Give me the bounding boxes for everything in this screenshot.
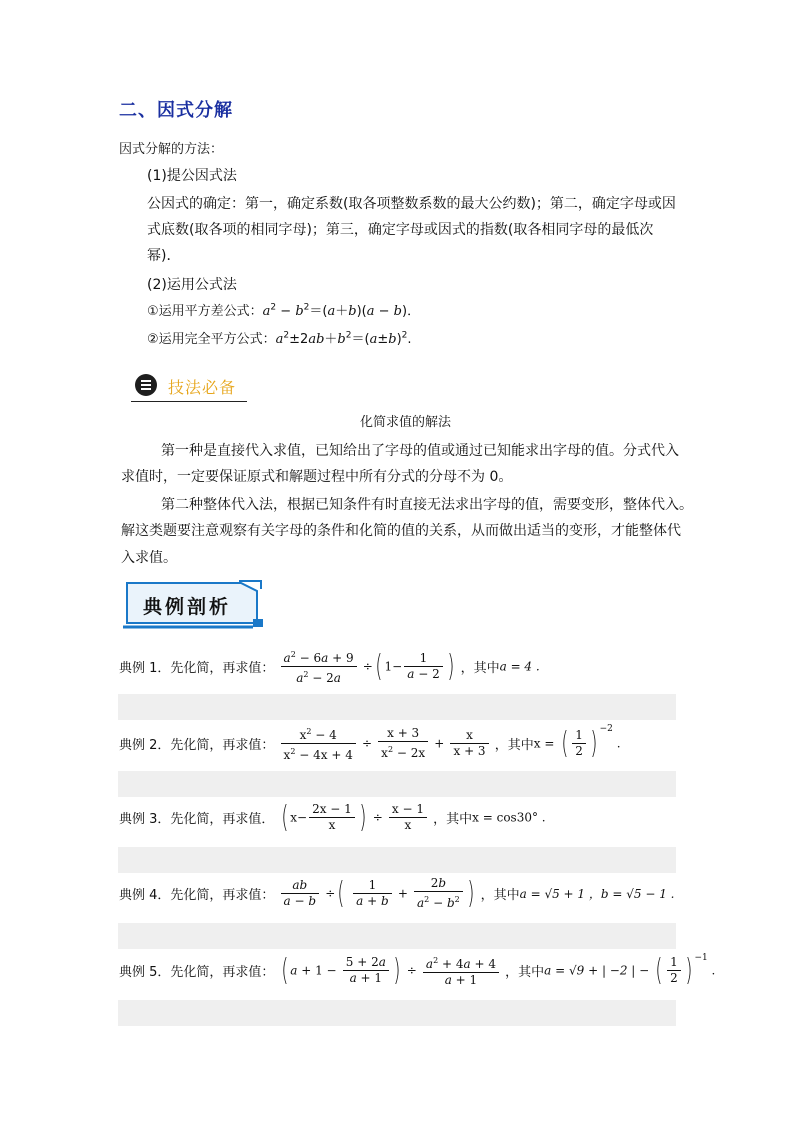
book-icon <box>135 374 157 396</box>
method-item-1: (1)提公因式法 <box>147 168 237 184</box>
example-1: 典例 1．先化简，再求值： $\frac{a^2 - 6a + 9}{a^2 - 2a}$ ÷( 1− $\frac{1}{a - 2}$ ) ，其中a = 4 . <box>119 648 540 685</box>
skill-header <box>131 370 247 402</box>
answer-area <box>118 694 676 720</box>
article-paragraph: 第一种是直接代入求值，已知给出了字母的值或通过已知能求出字母的值。分式代入 <box>161 443 679 459</box>
method-item-2: (2)运用公式法 <box>147 277 237 293</box>
method-item-1-desc: 公因式的确定：第一，确定系数(取各项整数系数的最大公约数)；第二，确定字母或因 <box>147 196 676 212</box>
method-item-1-desc: 幂)． <box>147 248 181 264</box>
article-paragraph: 第二种整体代入法，根据已知条件有时直接无法求出字母的值，需要变形，整体代入。 <box>161 497 693 513</box>
formula-perfect-square: ②运用完全平方公式：$a^2\pm 2ab+b^2=(a\pm b)^2$. <box>147 330 412 347</box>
example-3: 典例 3．先化简，再求值． ( x− $\frac{2x - 1}{x}$ ) ÷ $\frac{x - 1}{x}$ ，其中x = cos30° . <box>119 799 546 835</box>
answer-area <box>118 1000 676 1026</box>
method-item-1-desc: 式底数(取各项的相同字母)；第三，确定字母或因式的指数(取各相同字母的最低次 <box>147 222 654 238</box>
article-paragraph: 解这类题要注意观察有关字母的条件和化简的值的关系，从而做出适当的变形，才能整体代 <box>121 523 681 539</box>
article-title: 化简求值的解法 <box>360 415 452 430</box>
examples-banner <box>121 579 265 631</box>
section-title: 二、因式分解 <box>119 100 233 121</box>
example-4: 典例 4．先化简，再求值： $\frac{ab}{a - b}$ ÷( $\frac{1}{a + b}$ + $\frac{2b}{a^2 - b^2}$ ) ，其中a = √5 + 1 ，b = √5 − 1 . <box>119 875 675 911</box>
answer-area <box>118 923 676 949</box>
example-5: 典例 5．先化简，再求值： ( a + 1 − $\frac{5 + 2a}{a + 1}$ ) ÷ $\frac{a^2 + 4a + 4}{a + 1}$ ，其中a = √9 + | −2 | − ( $\frac{1}{2}$ ) $^{-1}$ . <box>119 952 716 988</box>
formula-difference-of-squares: ①运用平方差公式：$a^2 - b^2=(a+b)(a - b)$． <box>147 302 421 319</box>
example-2: 典例 2．先化简，再求值： $\frac{x^2 - 4}{x^2 - 4x + 4}$ ÷ $\frac{x + 3}{x^2 - 2x}$ + $\frac{x}{x + 3}$ ，其中x = ( $\frac{1}{2}$ ) $^{-2}$ . <box>119 724 621 762</box>
method-heading: 因式分解的方法： <box>119 142 224 157</box>
answer-area <box>118 847 676 873</box>
answer-area <box>118 771 676 797</box>
article-paragraph: 入求值。 <box>121 550 177 566</box>
banner-label: 典例剖析 <box>143 596 232 618</box>
skill-label: 技法必备 <box>168 378 237 397</box>
article-paragraph: 求值时，一定要保证原式和解题过程中所有分式的分母不为 0。 <box>121 469 513 485</box>
